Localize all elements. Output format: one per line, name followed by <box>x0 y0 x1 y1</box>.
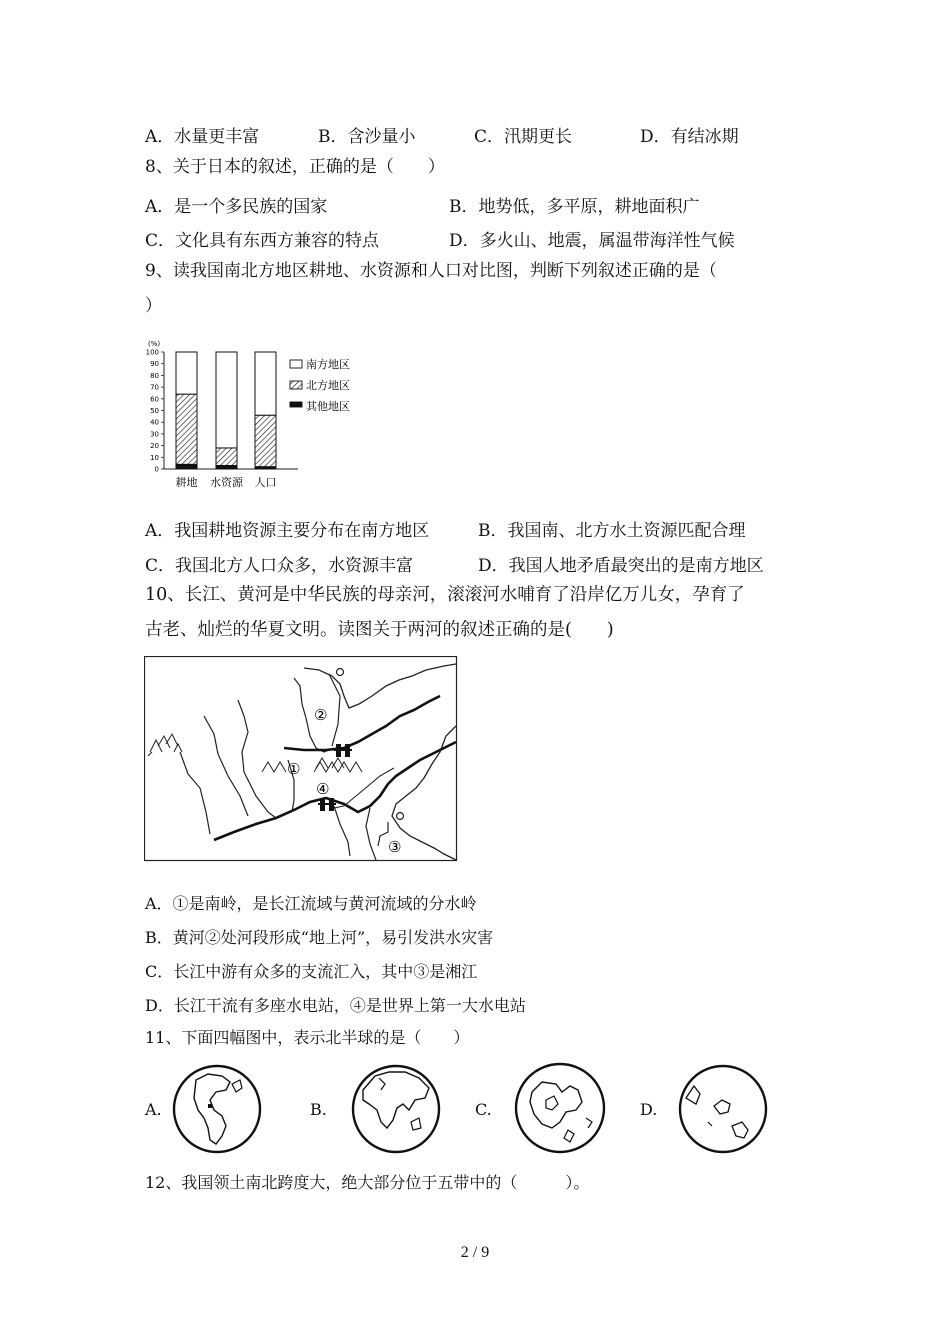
bar-segment-north <box>216 448 237 466</box>
q7-option-c: C．汛期更长 <box>474 127 573 147</box>
y-tick-label: 90 <box>150 360 159 369</box>
page-number: 2 / 9 <box>460 1244 490 1261</box>
q7-option-a: A．水量更丰富 <box>145 127 260 147</box>
legend-label-north: 北方地区 <box>306 379 350 392</box>
bar-segment-north <box>255 415 276 466</box>
q9-stem-line2: ） <box>145 296 162 316</box>
y-tick-label: 40 <box>150 418 159 427</box>
globe-option-b <box>349 1064 445 1154</box>
resource-comparison-chart <box>140 336 370 496</box>
q10-stem-line2: 古老、灿烂的华夏文明。读图关于两河的叙述正确的是( ) <box>145 620 614 640</box>
q10-stem-line1: 10、长江、黄河是中华民族的母亲河，滚滚河水哺育了沿岸亿万儿女，孕育了 <box>145 585 745 605</box>
globe-option-c <box>512 1062 608 1154</box>
map-label-4: ④ <box>316 780 330 798</box>
x-category-label: 人口 <box>254 476 277 489</box>
map-label-2: ② <box>314 706 328 724</box>
q7-option-b: B．含沙量小 <box>318 127 416 147</box>
legend-swatch-north <box>290 381 302 389</box>
q9-stem-line1: 9、读我国南北方地区耕地、水资源和人口对比图，判断下列叙述正确的是（ <box>145 261 717 281</box>
y-tick-label: 30 <box>150 430 159 439</box>
q8-stem: 8、关于日本的叙述，正确的是（ ） <box>145 157 445 177</box>
q9-option-c: C．我国北方人口众多，水资源丰富 <box>145 556 414 576</box>
x-category-label: 耕地 <box>175 476 198 489</box>
bar-segment-south <box>255 352 276 415</box>
bar-segment-south <box>216 352 237 448</box>
y-tick-label: 20 <box>150 442 159 451</box>
x-category-label: 水资源 <box>210 476 243 489</box>
q10-option-b: B．黄河②处河段形成“地上河”，易引发洪水灾害 <box>145 928 494 947</box>
bar-segment-other <box>216 465 237 469</box>
q8-option-d: D．多火山、地震，属温带海洋性气候 <box>449 231 735 251</box>
rivers-map <box>144 656 458 862</box>
legend-label-south: 南方地区 <box>306 358 350 371</box>
q11-stem: 11、下面四幅图中，表示北半球的是（ ） <box>145 1028 470 1047</box>
q10-option-a: A．①是南岭，是长江流域与黄河流域的分水岭 <box>145 894 477 913</box>
q7-option-d: D．有结冰期 <box>640 127 739 147</box>
bar-segment-north <box>176 394 197 464</box>
map-city-marker-north <box>337 669 344 676</box>
y-tick-label: 10 <box>150 453 159 462</box>
y-tick-label: 0 <box>154 465 159 474</box>
y-tick-label: 50 <box>150 407 159 415</box>
y-tick-label: 60 <box>150 395 159 404</box>
legend-label-other: 其他地区 <box>306 400 350 413</box>
y-tick-label: 100 <box>145 348 159 357</box>
legend-swatch-south <box>290 360 302 368</box>
q10-option-c: C．长江中游有众多的支流汇入，其中③是湘江 <box>145 962 478 981</box>
map-label-1: ① <box>287 760 301 778</box>
q11-option-d-label: D. <box>640 1100 658 1119</box>
q11-option-b-label: B. <box>310 1100 327 1119</box>
q8-option-c: C．文化具有东西方兼容的特点 <box>145 231 380 251</box>
q9-option-d: D．我国人地矛盾最突出的是南方地区 <box>478 556 764 576</box>
globe-option-a <box>170 1064 266 1154</box>
globe-option-d <box>676 1064 772 1154</box>
y-tick-label: 70 <box>150 383 159 392</box>
map-city-marker-south <box>397 813 404 820</box>
q10-option-d: D．长江干流有多座水电站，④是世界上第一大水电站 <box>145 996 526 1015</box>
q9-option-b: B．我国南、北方水土资源匹配合理 <box>478 521 746 541</box>
q9-option-a: A．我国耕地资源主要分布在南方地区 <box>145 521 430 541</box>
q8-option-a: A．是一个多民族的国家 <box>145 197 328 217</box>
q12-stem: 12、我国领土南北跨度大，绝大部分位于五带中的（ ）。 <box>145 1173 590 1192</box>
q11-option-c-label: C. <box>475 1100 492 1119</box>
q8-option-b: B．地势低，多平原，耕地面积广 <box>449 197 700 217</box>
chart-unit-label: (%) <box>148 340 161 348</box>
bar-segment-other <box>176 464 197 469</box>
bar-segment-south <box>176 352 197 394</box>
y-tick-label: 80 <box>150 371 159 380</box>
legend-swatch-other <box>290 402 302 407</box>
q11-option-a-label: A. <box>145 1100 162 1119</box>
map-label-3: ③ <box>388 838 402 856</box>
